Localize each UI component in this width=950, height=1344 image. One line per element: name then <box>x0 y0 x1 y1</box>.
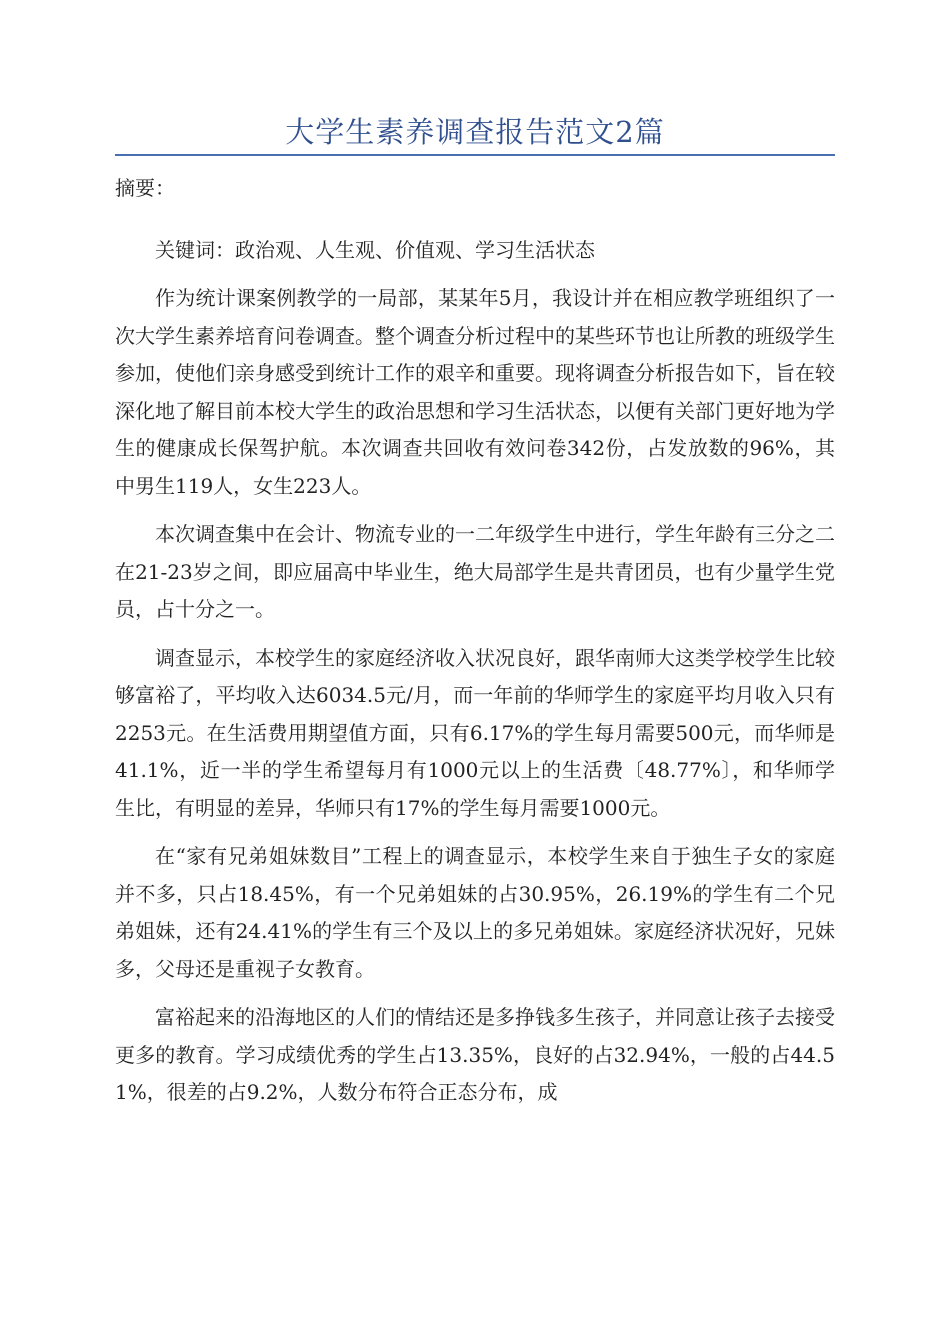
body-paragraph: 作为统计课案例教学的一局部，某某年5月，我设计并在相应教学班组织了一次大学生素养培育问卷调查。整个调查分析过程中的某些环节也让所教的班级学生参加，使他们亲身感受到统计工作的艰辛和重要。现将调查分析报告如下，旨在较深化地了解目前本校大学生的政治思想和学习生活状态，以便有关部门更好地为学生的健康成长保驾护航。本次调查共回收有效问卷342份，占发放数的96%，其中男生119人，女生223人。 <box>115 286 835 498</box>
body-paragraph: 调查显示，本校学生的家庭经济收入状况良好，跟华南师大这类学校学生比较够富裕了，平均收入达6034.5元/月，而一年前的华师学生的家庭平均月收入只有2253元。在生活费用期望值方面，只有6.17%的学生每月需要500元，而华师是41.1%，近一半的学生希望每月有1000元以上的生活费〔48.77%〕，和华师学生比，有明显的差异，华师只有17%的学生每月需要1000元。 <box>115 645 835 820</box>
body-paragraph: 在“家有兄弟姐妹数目”工程上的调查显示，本校学生来自于独生子女的家庭并不多，只占18.45%，有一个兄弟姐妹的占30.95%，26.19%的学生有二个兄弟姐妹，还有24.41%的学生有三个及以上的多兄弟姐妹。家庭经济状况好，兄妹多，父母还是重视子女教育。 <box>115 844 835 981</box>
body-paragraph: 富裕起来的沿海地区的人们的情结还是多挣钱多生孩子，并同意让孩子去接受更多的教育。学习成绩优秀的学生占13.35%，良好的占32.94%，一般的占44.51%，很差的占9.2%，人数分布符合正态分布，成 <box>115 1005 835 1104</box>
keywords-paragraph: 关键词：政治观、人生观、价值观、学习生活状态 <box>155 237 595 262</box>
abstract-label: 摘要： <box>115 176 175 200</box>
body-paragraph: 本次调查集中在会计、物流专业的一二年级学生中进行，学生年龄有三分之二在21-23岁之间，即应届高中毕业生，绝大局部学生是共青团员，也有少量学生党员，占十分之一。 <box>115 522 835 621</box>
document-title: 大学生素养调查报告范文2篇 <box>285 115 665 149</box>
title-underline <box>115 154 835 156</box>
document-body <box>115 170 835 1123</box>
